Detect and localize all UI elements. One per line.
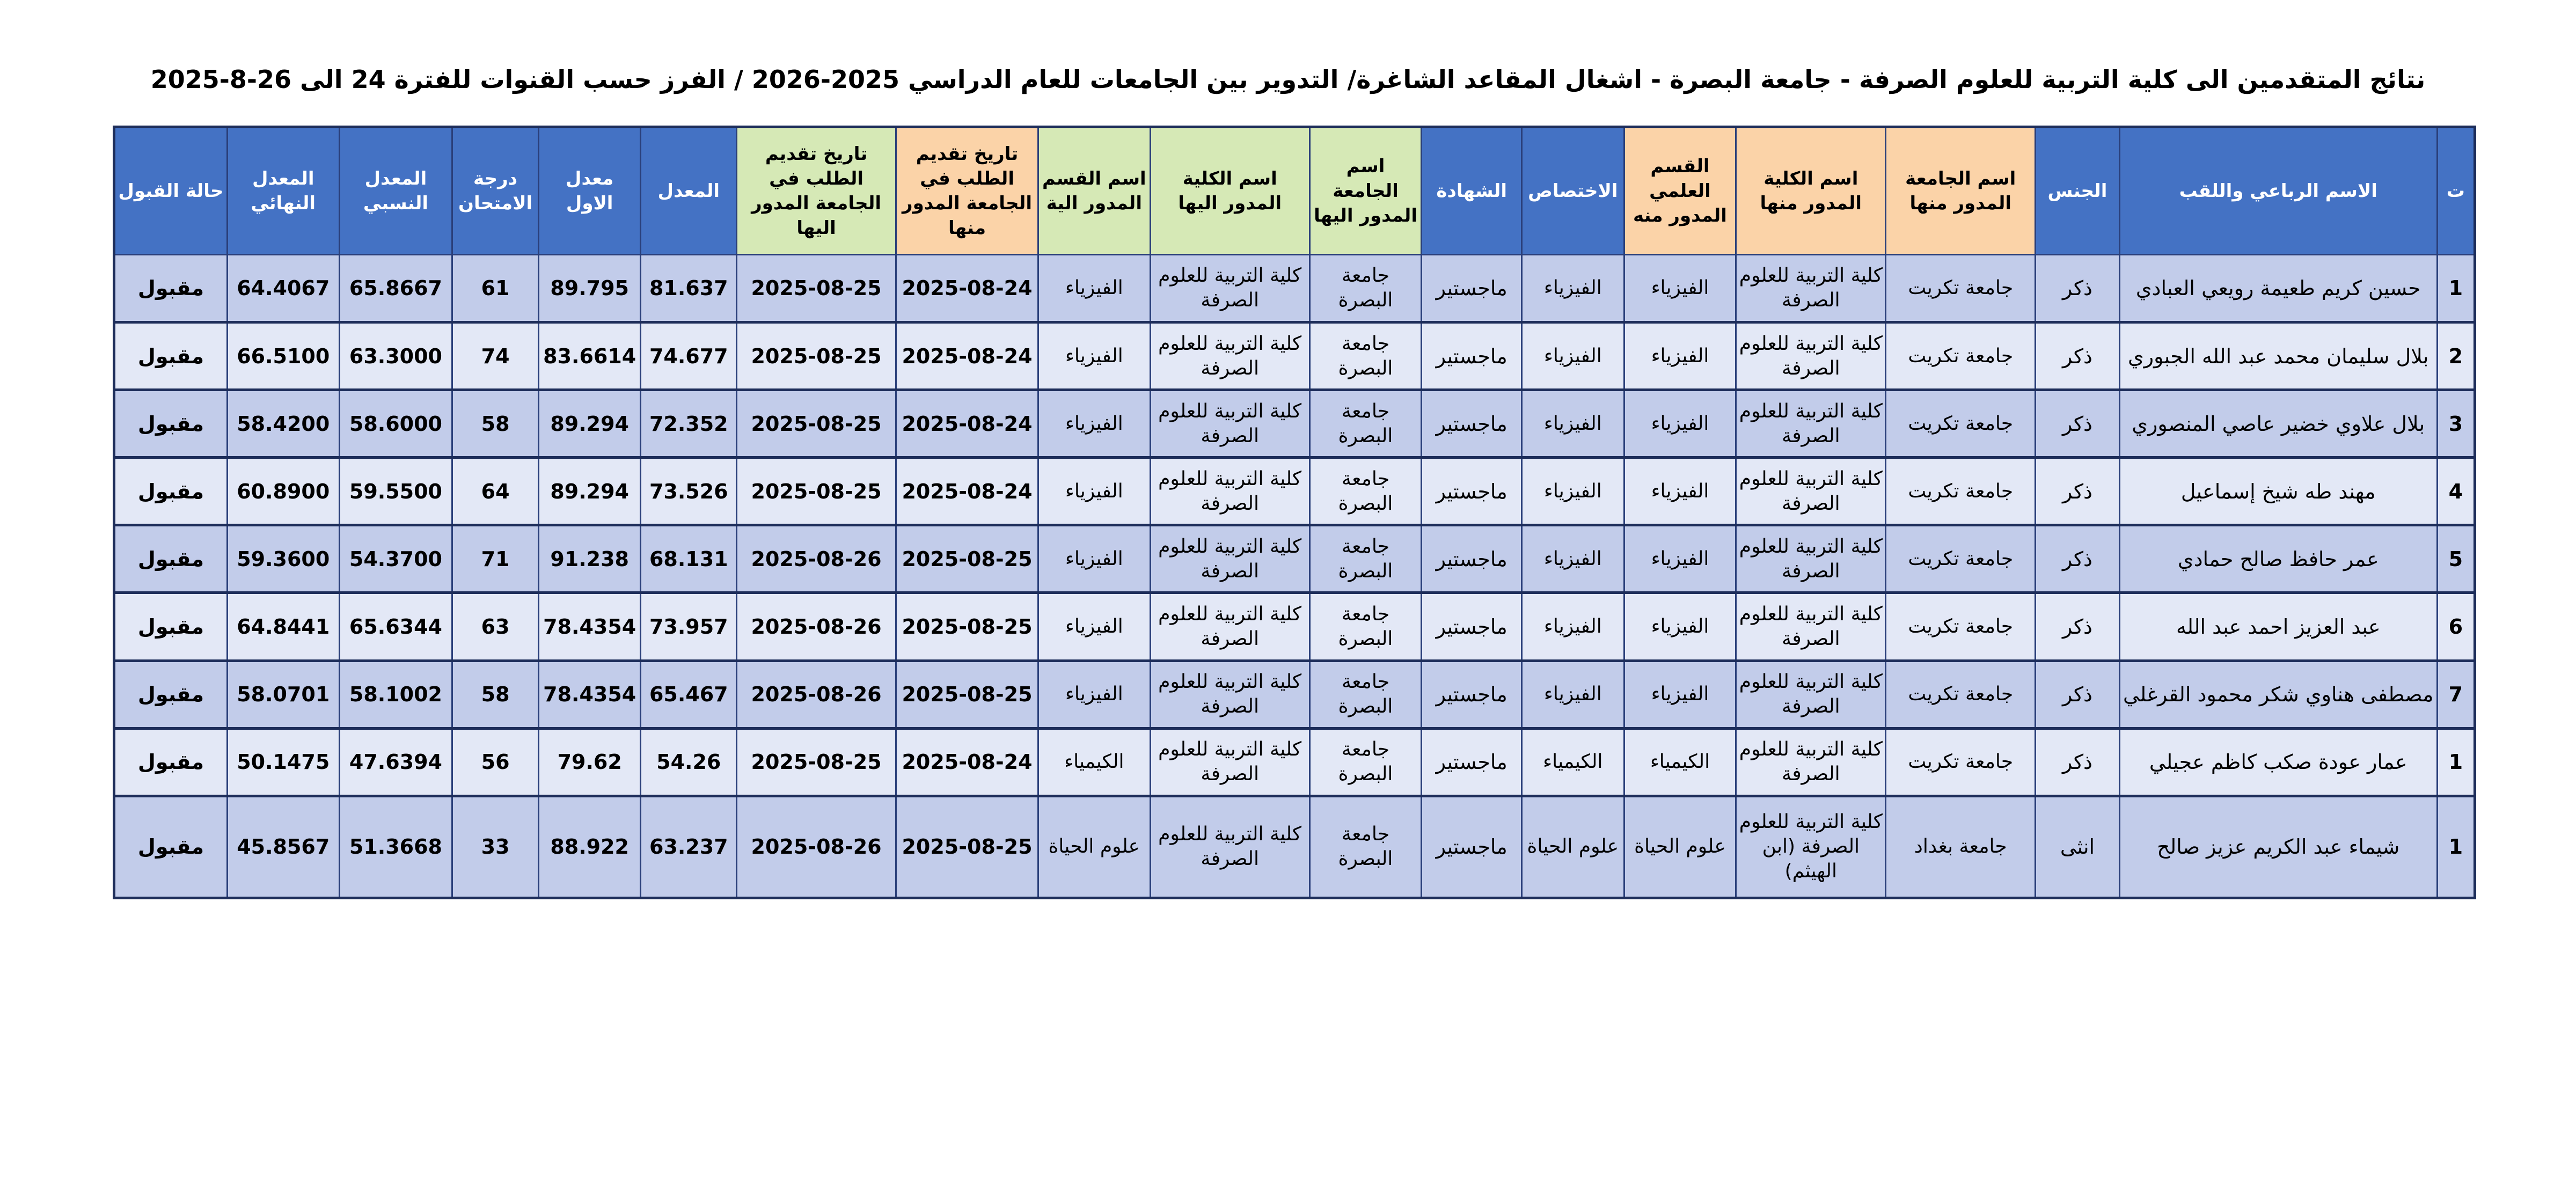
cell-specialization: الكيمياء — [1522, 728, 1624, 796]
cell-from-department: الفيزياء — [1624, 661, 1736, 728]
cell-average: 73.526 — [641, 458, 737, 525]
cell-submit-date-to: 2025-08-25 — [737, 255, 896, 322]
cell-status: مقبول — [114, 390, 228, 458]
cell-status: مقبول — [114, 661, 228, 728]
header-submit-date-to: تاريخ تقديم الطلب في الجامعة المدور اليها — [737, 127, 896, 255]
cell-specialization: الفيزياء — [1522, 255, 1624, 322]
cell-submit-date-to: 2025-08-25 — [737, 728, 896, 796]
header-row — [114, 127, 2475, 255]
cell-from-college: كلية التربية للعلوم الصرفة — [1736, 728, 1886, 796]
cell-first-average: 79.62 — [538, 728, 641, 796]
cell-from-university: جامعة تكريت — [1886, 593, 2036, 661]
header-to-university: اسم الجامعة المدور اليها — [1309, 127, 1422, 255]
table-row — [114, 728, 2475, 796]
cell-from-college: كلية التربية للعلوم الصرفة — [1736, 390, 1886, 458]
cell-name: مصطفى هناوي شكر محمود القرغلي — [2119, 661, 2437, 728]
table-row — [114, 458, 2475, 525]
cell-certificate: ماجستير — [1422, 593, 1522, 661]
cell-status: مقبول — [114, 322, 228, 390]
cell-first-average: 89.795 — [538, 255, 641, 322]
cell-from-department: الفيزياء — [1624, 458, 1736, 525]
cell-certificate: ماجستير — [1422, 458, 1522, 525]
cell-to-college: كلية التربية للعلوم الصرفة — [1150, 255, 1309, 322]
cell-certificate: ماجستير — [1422, 661, 1522, 728]
cell-submit-date-from: 2025-08-25 — [896, 796, 1038, 898]
cell-relative-average: 65.8667 — [339, 255, 452, 322]
cell-relative-average: 58.1002 — [339, 661, 452, 728]
cell-certificate: ماجستير — [1422, 796, 1522, 898]
header-final-average: المعدل النهائي — [227, 127, 339, 255]
cell-exam-grade: 33 — [452, 796, 539, 898]
cell-submit-date-to: 2025-08-26 — [737, 525, 896, 593]
cell-submit-date-to: 2025-08-26 — [737, 661, 896, 728]
header-to-department: اسم القسم المدور الية — [1038, 127, 1150, 255]
header-submit-date-from: تاريخ تقديم الطلب في الجامعة المدور منها — [896, 127, 1038, 255]
cell-from-department: علوم الحياة — [1624, 796, 1736, 898]
cell-from-department: الكيمياء — [1624, 728, 1736, 796]
table-row — [114, 390, 2475, 458]
table-row — [114, 255, 2475, 322]
cell-status: مقبول — [114, 458, 228, 525]
cell-seq: 7 — [2437, 661, 2475, 728]
table-row — [114, 661, 2475, 728]
cell-first-average: 78.4354 — [538, 661, 641, 728]
cell-from-college: كلية التربية للعلوم الصرفة (ابن الهيثم) — [1736, 796, 1886, 898]
cell-from-college: كلية التربية للعلوم الصرفة — [1736, 458, 1886, 525]
cell-exam-grade: 71 — [452, 525, 539, 593]
cell-from-college: كلية التربية للعلوم الصرفة — [1736, 661, 1886, 728]
cell-average: 54.26 — [641, 728, 737, 796]
cell-specialization: الفيزياء — [1522, 593, 1624, 661]
cell-first-average: 83.6614 — [538, 322, 641, 390]
table-row — [114, 593, 2475, 661]
cell-certificate: ماجستير — [1422, 525, 1522, 593]
header-relative-average: المعدل النسبي — [339, 127, 452, 255]
cell-certificate: ماجستير — [1422, 322, 1522, 390]
cell-to-college: كلية التربية للعلوم الصرفة — [1150, 390, 1309, 458]
cell-to-department: الفيزياء — [1038, 322, 1150, 390]
cell-to-college: كلية التربية للعلوم الصرفة — [1150, 458, 1309, 525]
header-from-college: اسم الكلية المدور منها — [1736, 127, 1886, 255]
cell-from-department: الفيزياء — [1624, 322, 1736, 390]
cell-final-average: 45.8567 — [227, 796, 339, 898]
cell-to-college: كلية التربية للعلوم الصرفة — [1150, 661, 1309, 728]
header-exam-grade: درجة الامتحان — [452, 127, 539, 255]
cell-status: مقبول — [114, 525, 228, 593]
cell-specialization: الفيزياء — [1522, 322, 1624, 390]
cell-gender: ذكر — [2036, 255, 2120, 322]
cell-submit-date-from: 2025-08-24 — [896, 728, 1038, 796]
cell-average: 74.677 — [641, 322, 737, 390]
header-average: المعدل — [641, 127, 737, 255]
cell-status: مقبول — [114, 728, 228, 796]
cell-name: بلال علاوي خضير عاصي المنصوري — [2119, 390, 2437, 458]
cell-submit-date-to: 2025-08-25 — [737, 458, 896, 525]
cell-to-department: الفيزياء — [1038, 458, 1150, 525]
cell-final-average: 58.0701 — [227, 661, 339, 728]
cell-relative-average: 51.3668 — [339, 796, 452, 898]
cell-gender: ذكر — [2036, 728, 2120, 796]
cell-from-college: كلية التربية للعلوم الصرفة — [1736, 322, 1886, 390]
cell-certificate: ماجستير — [1422, 728, 1522, 796]
header-gender: الجنس — [2036, 127, 2120, 255]
cell-from-college: كلية التربية للعلوم الصرفة — [1736, 255, 1886, 322]
cell-average: 72.352 — [641, 390, 737, 458]
cell-specialization: الفيزياء — [1522, 390, 1624, 458]
cell-to-college: كلية التربية للعلوم الصرفة — [1150, 796, 1309, 898]
cell-to-college: كلية التربية للعلوم الصرفة — [1150, 728, 1309, 796]
cell-submit-date-from: 2025-08-24 — [896, 458, 1038, 525]
cell-final-average: 60.8900 — [227, 458, 339, 525]
cell-seq: 1 — [2437, 796, 2475, 898]
cell-to-college: كلية التربية للعلوم الصرفة — [1150, 322, 1309, 390]
cell-final-average: 50.1475 — [227, 728, 339, 796]
cell-submit-date-from: 2025-08-24 — [896, 390, 1038, 458]
cell-to-department: الفيزياء — [1038, 255, 1150, 322]
results-table — [113, 126, 2476, 899]
cell-specialization: الفيزياء — [1522, 661, 1624, 728]
cell-name: عمار عودة صكب كاظم عجيلي — [2119, 728, 2437, 796]
cell-first-average: 89.294 — [538, 458, 641, 525]
cell-name: عبد العزيز احمد عبد الله — [2119, 593, 2437, 661]
cell-submit-date-from: 2025-08-25 — [896, 661, 1038, 728]
table-row — [114, 525, 2475, 593]
cell-status: مقبول — [114, 593, 228, 661]
cell-exam-grade: 56 — [452, 728, 539, 796]
cell-to-college: كلية التربية للعلوم الصرفة — [1150, 593, 1309, 661]
cell-to-university: جامعة البصرة — [1309, 661, 1422, 728]
cell-relative-average: 47.6394 — [339, 728, 452, 796]
cell-exam-grade: 63 — [452, 593, 539, 661]
cell-name: شيماء عبد الكريم عزيز صالح — [2119, 796, 2437, 898]
cell-seq: 1 — [2437, 728, 2475, 796]
cell-exam-grade: 74 — [452, 322, 539, 390]
cell-from-university: جامعة تكريت — [1886, 322, 2036, 390]
cell-gender: ذكر — [2036, 390, 2120, 458]
cell-submit-date-to: 2025-08-25 — [737, 390, 896, 458]
cell-submit-date-from: 2025-08-24 — [896, 322, 1038, 390]
cell-from-college: كلية التربية للعلوم الصرفة — [1736, 593, 1886, 661]
cell-relative-average: 59.5500 — [339, 458, 452, 525]
cell-gender: ذكر — [2036, 458, 2120, 525]
cell-to-college: كلية التربية للعلوم الصرفة — [1150, 525, 1309, 593]
cell-from-department: الفيزياء — [1624, 525, 1736, 593]
cell-from-department: الفيزياء — [1624, 255, 1736, 322]
cell-gender: ذكر — [2036, 593, 2120, 661]
cell-certificate: ماجستير — [1422, 255, 1522, 322]
table-header — [114, 127, 2475, 255]
header-from-university: اسم الجامعة المدور منها — [1886, 127, 2036, 255]
cell-relative-average: 65.6344 — [339, 593, 452, 661]
cell-seq: 5 — [2437, 525, 2475, 593]
cell-final-average: 66.5100 — [227, 322, 339, 390]
cell-first-average: 89.294 — [538, 390, 641, 458]
cell-submit-date-to: 2025-08-26 — [737, 796, 896, 898]
cell-average: 81.637 — [641, 255, 737, 322]
header-seq: ت — [2437, 127, 2475, 255]
cell-submit-date-to: 2025-08-25 — [737, 322, 896, 390]
cell-from-university: جامعة تكريت — [1886, 661, 2036, 728]
cell-seq: 6 — [2437, 593, 2475, 661]
cell-relative-average: 58.6000 — [339, 390, 452, 458]
cell-from-university: جامعة تكريت — [1886, 728, 2036, 796]
cell-exam-grade: 58 — [452, 390, 539, 458]
cell-to-university: جامعة البصرة — [1309, 458, 1422, 525]
cell-specialization: الفيزياء — [1522, 525, 1624, 593]
cell-to-department: الفيزياء — [1038, 661, 1150, 728]
cell-exam-grade: 64 — [452, 458, 539, 525]
cell-to-department: علوم الحياة — [1038, 796, 1150, 898]
cell-certificate: ماجستير — [1422, 390, 1522, 458]
header-specialization: الاختصاص — [1522, 127, 1624, 255]
cell-average: 73.957 — [641, 593, 737, 661]
cell-submit-date-from: 2025-08-24 — [896, 255, 1038, 322]
page-title: نتائج المتقدمين الى كلية التربية للعلوم الصرفة - جامعة البصرة - اشغال المقاعد الشاغرة/ التدوير بين الجامعات للعام الدراسي 2025-2026 / الفرز حسب القنوات للفترة 24 الى 26-8-2025 — [150, 65, 2426, 94]
header-status: حالة القبول — [114, 127, 228, 255]
cell-name: عمر حافظ صالح حمادي — [2119, 525, 2437, 593]
cell-from-university: جامعة تكريت — [1886, 255, 2036, 322]
cell-from-department: الفيزياء — [1624, 390, 1736, 458]
cell-relative-average: 63.3000 — [339, 322, 452, 390]
cell-name: بلال سليمان محمد عبد الله الجبوري — [2119, 322, 2437, 390]
cell-submit-date-to: 2025-08-26 — [737, 593, 896, 661]
header-to-college: اسم الكلية المدور اليها — [1150, 127, 1309, 255]
cell-from-university: جامعة تكريت — [1886, 390, 2036, 458]
cell-to-university: جامعة البصرة — [1309, 390, 1422, 458]
cell-submit-date-from: 2025-08-25 — [896, 525, 1038, 593]
cell-seq: 2 — [2437, 322, 2475, 390]
cell-average: 65.467 — [641, 661, 737, 728]
cell-to-department: الفيزياء — [1038, 593, 1150, 661]
cell-to-university: جامعة البصرة — [1309, 796, 1422, 898]
cell-from-college: كلية التربية للعلوم الصرفة — [1736, 525, 1886, 593]
header-from-department: القسم العلمي المدور منه — [1624, 127, 1736, 255]
cell-name: مهند طه شيخ إسماعيل — [2119, 458, 2437, 525]
cell-first-average: 91.238 — [538, 525, 641, 593]
cell-from-department: الفيزياء — [1624, 593, 1736, 661]
cell-gender: ذكر — [2036, 525, 2120, 593]
cell-to-department: الكيمياء — [1038, 728, 1150, 796]
cell-specialization: علوم الحياة — [1522, 796, 1624, 898]
cell-average: 63.237 — [641, 796, 737, 898]
cell-gender: انثى — [2036, 796, 2120, 898]
cell-from-university: جامعة تكريت — [1886, 458, 2036, 525]
cell-to-university: جامعة البصرة — [1309, 525, 1422, 593]
cell-specialization: الفيزياء — [1522, 458, 1624, 525]
cell-seq: 1 — [2437, 255, 2475, 322]
cell-submit-date-from: 2025-08-25 — [896, 593, 1038, 661]
cell-final-average: 59.3600 — [227, 525, 339, 593]
table-body — [114, 255, 2475, 898]
cell-gender: ذكر — [2036, 661, 2120, 728]
cell-status: مقبول — [114, 796, 228, 898]
cell-from-university: جامعة بغداد — [1886, 796, 2036, 898]
header-certificate: الشهادة — [1422, 127, 1522, 255]
table-row — [114, 322, 2475, 390]
cell-final-average: 58.4200 — [227, 390, 339, 458]
cell-exam-grade: 61 — [452, 255, 539, 322]
cell-first-average: 78.4354 — [538, 593, 641, 661]
cell-to-department: الفيزياء — [1038, 390, 1150, 458]
cell-seq: 3 — [2437, 390, 2475, 458]
cell-final-average: 64.4067 — [227, 255, 339, 322]
cell-to-university: جامعة البصرة — [1309, 255, 1422, 322]
cell-relative-average: 54.3700 — [339, 525, 452, 593]
header-first-average: معدل الاول — [538, 127, 641, 255]
cell-gender: ذكر — [2036, 322, 2120, 390]
cell-status: مقبول — [114, 255, 228, 322]
header-name: الاسم الرباعي واللقب — [2119, 127, 2437, 255]
cell-final-average: 64.8441 — [227, 593, 339, 661]
cell-to-university: جامعة البصرة — [1309, 322, 1422, 390]
cell-average: 68.131 — [641, 525, 737, 593]
cell-exam-grade: 58 — [452, 661, 539, 728]
cell-to-department: الفيزياء — [1038, 525, 1150, 593]
cell-to-university: جامعة البصرة — [1309, 593, 1422, 661]
cell-seq: 4 — [2437, 458, 2475, 525]
cell-name: حسين كريم طعيمة رويعي العبادي — [2119, 255, 2437, 322]
table-row — [114, 796, 2475, 898]
cell-first-average: 88.922 — [538, 796, 641, 898]
cell-to-university: جامعة البصرة — [1309, 728, 1422, 796]
cell-from-university: جامعة تكريت — [1886, 525, 2036, 593]
